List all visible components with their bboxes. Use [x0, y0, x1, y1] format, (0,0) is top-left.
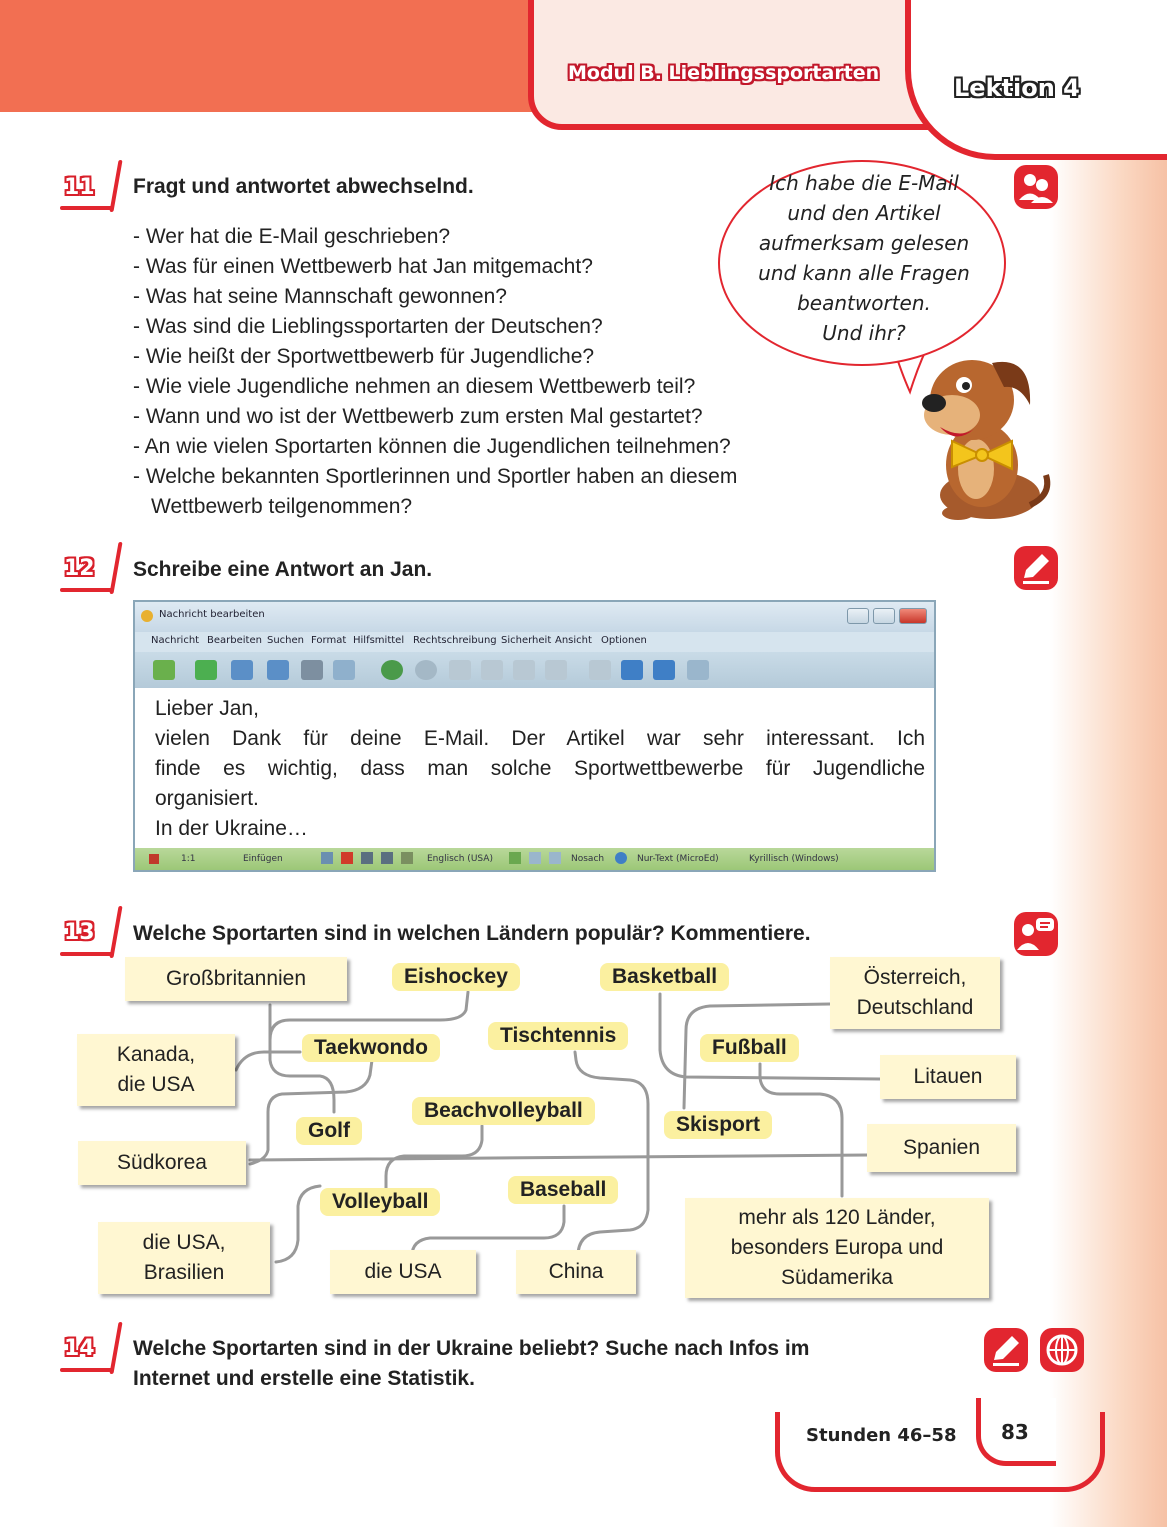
- sport-label-fussball: Fußball: [700, 1034, 799, 1062]
- task-number-11: 11: [64, 175, 95, 200]
- country-card-many: [685, 1198, 989, 1298]
- question-item: - An wie vielen Sportarten können die Jugendlichen teilnehmen?: [133, 435, 731, 458]
- question-item: - Welche bekannten Sportlerinnen und Sportler haben an diesem: [133, 465, 738, 488]
- bubble-line: und den Artikel: [787, 201, 941, 225]
- window-title: Nachricht bearbeiten: [159, 609, 265, 620]
- task-number-13: 13: [64, 920, 95, 945]
- country-card-ca-us: [77, 1034, 235, 1106]
- email-line: Lieber Jan,: [155, 697, 259, 720]
- menu-format[interactable]: Format: [311, 635, 347, 646]
- bubble-line: aufmerksam gelesen: [758, 231, 970, 255]
- bubble-line: Ich habe die E-Mail: [769, 171, 959, 195]
- status-insert-mode: Einfügen: [243, 854, 283, 864]
- status-language: Englisch (USA): [427, 854, 493, 864]
- sport-label-baseball: Baseball: [508, 1176, 618, 1204]
- task-underline: [60, 1368, 114, 1372]
- question-item: Wettbewerb teilgenommen?: [151, 495, 413, 518]
- sport-label-taekwondo: Taekwondo: [302, 1034, 440, 1062]
- page-number: 83: [1001, 1420, 1029, 1444]
- question-item: - Was für einen Wettbewerb hat Jan mitgemacht?: [133, 255, 593, 278]
- card-line: Brasilien: [143, 1261, 225, 1284]
- sport-label-basketball: Basketball: [600, 963, 729, 991]
- question-item: - Wann und wo ist der Wettbewerb zum ersten Mal gestartet?: [133, 405, 703, 428]
- menu-nachricht[interactable]: Nachricht: [151, 635, 200, 646]
- country-card-gb: Großbritannien: [125, 957, 347, 1001]
- task-14-line: Welche Sportarten sind in der Ukraine beliebt? Suche nach Infos im: [133, 1337, 810, 1360]
- menu-sicherheit[interactable]: Sicherheit: [501, 635, 552, 646]
- card-line: mehr als 120 Länder,: [738, 1206, 936, 1229]
- status-text-format: Nur-Text (MicroEd): [637, 854, 719, 864]
- task-14-line: Internet und erstelle eine Statistik.: [133, 1367, 475, 1390]
- sport-label-volleyball: Volleyball: [320, 1188, 440, 1216]
- status-mode: Nosach: [571, 854, 605, 864]
- country-card-us-br: [98, 1222, 270, 1294]
- task-14-title: [133, 1334, 953, 1394]
- card-line: besonders Europa und: [730, 1236, 944, 1259]
- bubble-line: beantworten.: [797, 291, 931, 315]
- card-line: Deutschland: [856, 996, 974, 1019]
- card-line: Österreich,: [863, 966, 967, 989]
- question-item: - Wie viele Jugendliche nehmen an diesem Wettbewerb teil?: [133, 375, 696, 398]
- menu-ansicht[interactable]: Ansicht: [555, 635, 592, 646]
- task-13-title: Welche Sportarten sind in welchen Ländern populär? Kommentiere.: [133, 922, 811, 945]
- status-position: 1:1: [181, 854, 196, 864]
- bubble-line: und kann alle Fragen: [758, 261, 970, 285]
- task-11-title: Fragt und antwortet abwechselnd.: [133, 175, 474, 198]
- internet-globe-icon: [1040, 1328, 1084, 1372]
- menu-rechtschreibung[interactable]: Rechtschreibung: [413, 635, 497, 646]
- question-item: - Was hat seine Mannschaft gewonnen?: [133, 285, 507, 308]
- task-number-12: 12: [64, 556, 95, 581]
- country-card-kr: Südkorea: [78, 1141, 246, 1185]
- card-line: die USA,: [142, 1231, 226, 1254]
- email-line: finde es wichtig, dass man solche Sportwettbewerbe für Jugendliche: [155, 757, 925, 780]
- card-line: Kanada,: [116, 1043, 196, 1066]
- email-line: In der Ukraine…: [155, 817, 308, 840]
- card-line: Südamerika: [780, 1266, 894, 1289]
- sport-label-golf: Golf: [296, 1117, 362, 1145]
- task-number-14: 14: [64, 1336, 95, 1361]
- lesson-title: Lektion 4: [954, 74, 1080, 102]
- email-line: vielen Dank für deine E-Mail. Der Artikel war sehr interessant. Ich: [155, 727, 925, 750]
- country-card-us: die USA: [330, 1250, 476, 1294]
- writing-pencil-icon: [984, 1328, 1028, 1372]
- bubble-line: Und ihr?: [822, 321, 906, 345]
- lesson-hours: Stunden 46–58: [806, 1425, 957, 1446]
- sport-label-beachvolleyball: Beachvolleyball: [412, 1097, 595, 1125]
- country-card-at-de: [830, 957, 1000, 1029]
- question-item: - Was sind die Lieblingssportarten der Deutschen?: [133, 315, 603, 338]
- question-item: - Wer hat die E-Mail geschrieben?: [133, 225, 451, 248]
- sport-label-skisport: Skisport: [664, 1111, 772, 1139]
- task-12-title: Schreibe eine Antwort an Jan.: [133, 558, 433, 581]
- country-card-cn: China: [516, 1250, 636, 1294]
- menu-hilfsmittel[interactable]: Hilfsmittel: [353, 635, 405, 646]
- menu-optionen[interactable]: Optionen: [601, 635, 647, 646]
- menu-suchen[interactable]: Suchen: [267, 635, 305, 646]
- sport-label-tischtennis: Tischtennis: [488, 1022, 628, 1050]
- country-card-lt: Litauen: [880, 1055, 1016, 1099]
- status-encoding: Kyrillisch (Windows): [749, 854, 839, 864]
- question-item: - Wie heißt der Sportwettbewerb für Jugendliche?: [133, 345, 595, 368]
- menu-bearbeiten[interactable]: Bearbeiten: [207, 635, 262, 646]
- email-line: organisiert.: [155, 787, 259, 810]
- sport-label-eishockey: Eishockey: [392, 963, 520, 991]
- country-card-es: Spanien: [867, 1124, 1016, 1172]
- module-title: Modul B. Lieblingssportarten: [568, 62, 880, 84]
- card-line: die USA: [117, 1073, 195, 1096]
